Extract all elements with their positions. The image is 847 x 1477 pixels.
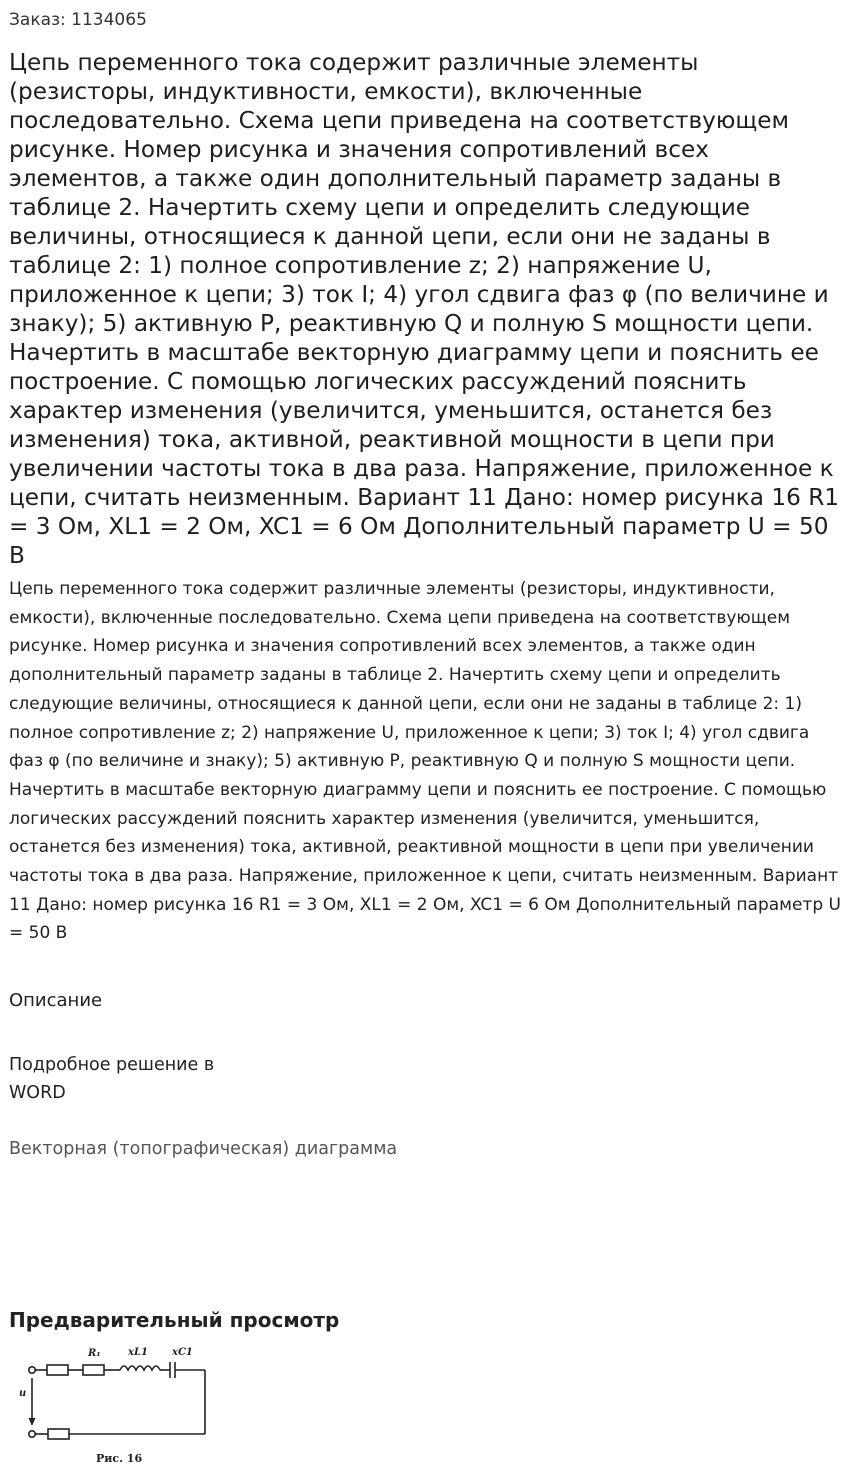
resistor-r1 <box>83 1365 104 1375</box>
terminal-bottom <box>29 1431 35 1437</box>
circuit-preview-image[interactable] <box>14 1338 224 1470</box>
figure-caption: Рис. 16 <box>96 1452 143 1465</box>
terminal-top <box>29 1367 35 1373</box>
solution-note <box>9 1051 269 1107</box>
input-element-top <box>47 1365 68 1375</box>
inductor-xl1 <box>120 1366 160 1370</box>
solution-note-line2: WORD <box>9 1083 66 1103</box>
task-body-text: Цепь переменного тока содержит различные элементы (резисторы, индуктивности, емкости), включенные последовательно. Схема цепи приведена на соответствующем рисунке. Номер рисунка и значения сопротивлений всех элементов, а также один дополнительный параметр заданы в таблице 2. Начертить схему цепи и определить следующие величины, относящиеся к данной цепи, если они не заданы в таблице 2: 1) полное сопротивление z; 2) напряжение U, приложенное к цепи; 3) ток I; 4) угол сдвига фаз φ (по величине и знаку); 5) активную P, реактивную Q и полную S мощности цепи. Начертить в масштабе векторную диаграмму цепи и пояснить ее построение. С помощью логических рассуждений пояснить характер изменения (увеличится, уменьшится, останется без изменения) тока, активной, реактивной мощности в цепи при увеличении частоты тока в два раза. Напряжение, приложенное к цепи, считать неизменным. Вариант 11 Дано: номер рисунка 16 R1 = 3 Ом, XL1 = 2 Ом, XC1 = 6 Ом Дополнительный параметр U = 50 В <box>9 579 841 944</box>
label-r1: R₁ <box>88 1348 101 1359</box>
circuit-diagram <box>14 1338 224 1470</box>
preview-heading: Предварительный просмотр <box>9 1308 340 1332</box>
description-label: Описание <box>9 990 103 1011</box>
label-xl1: xL1 <box>128 1347 148 1358</box>
input-element-bottom <box>48 1429 69 1439</box>
diagram-note: Векторная (топографическая) диаграмма <box>9 1139 398 1159</box>
label-u: u <box>19 1388 27 1399</box>
label-xc1: xC1 <box>172 1347 193 1358</box>
order-number: Заказ: 1134065 <box>9 10 147 30</box>
solution-note-line1: Подробное решение в <box>9 1055 215 1075</box>
task-title: Цепь переменного тока содержит различные элементы (резисторы, индуктивности, емкости), включенные последовательно. Схема цепи приведена на соответствующем рисунке. Номер рисунка и значения сопротивлений всех элементов, а также один дополнительный параметр заданы в таблице 2. Начертить схему цепи и определить следующие величины, относящиеся к данной цепи, если они не заданы в таблице 2: 1) полное сопротивление z; 2) напряжение U, приложенное к цепи; 3) ток I; 4) угол сдвига фаз φ (по величине и знаку); 5) активную P, реактивную Q и полную S мощности цепи. Начертить в масштабе векторную диаграмму цепи и пояснить ее построение. С помощью логических рассуждений пояснить характер изменения (увеличится, уменьшится, останется без изменения) тока, активной, реактивной мощности в цепи при увеличении частоты тока в два раза. Напряжение, приложенное к цепи, считать неизменным. Вариант 11 Дано: номер рисунка 16 R1 = 3 Ом, XL1 = 2 Ом, XC1 = 6 Ом Дополнительный параметр U = 50 В <box>9 49 840 569</box>
